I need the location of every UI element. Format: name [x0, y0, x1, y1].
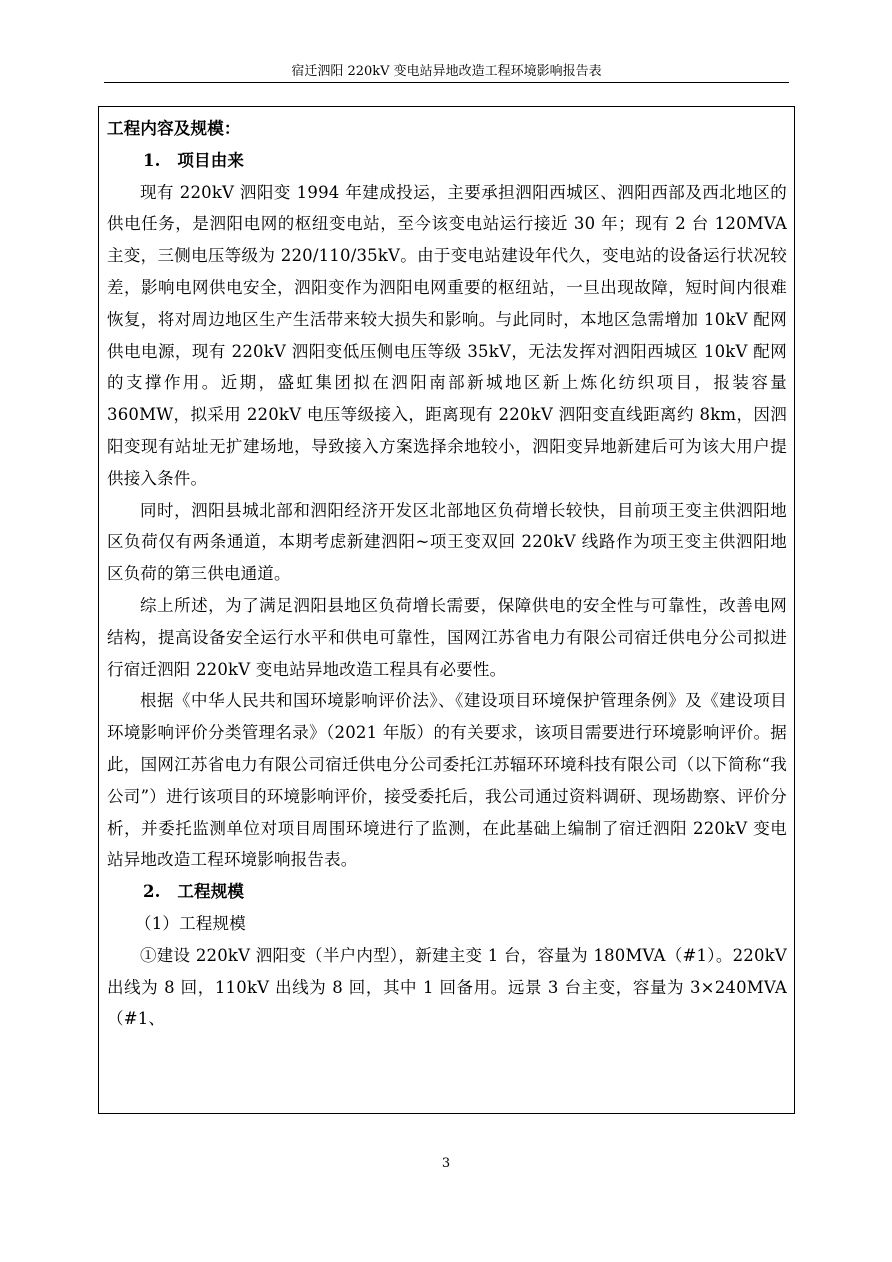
page-header: 宿迁泗阳 220kV 变电站异地改造工程环境影响报告表 [291, 64, 602, 79]
header-rule [104, 82, 789, 83]
section-1-title: 1. 项目由来 [143, 150, 245, 170]
paragraph-load-growth: 同时，泗阳县城北部和泗阳经济开发区北部地区负荷增长较快，目前项王变主供泗阳地区负荷仅有两条通道，本期考虑新建泗阳~项王变双回 220kV 线路作为项王变主供泗阳地区负荷的第三供电通道。 [107, 500, 787, 584]
content-frame [98, 106, 795, 1114]
paragraph-summary: 综上所述，为了满足泗阳县地区负荷增长需要，保障供电的安全性与可靠性，改善电网结构，提高设备安全运行水平和供电可靠性，国网江苏省电力有限公司宿迁供电分公司拟进行宿迁泗阳 220kV 变电站异地改造工程具有必要性。 [107, 595, 787, 679]
page-number: 3 [441, 1156, 451, 1171]
paragraph-regulations: 根据《中华人民共和国环境影响评价法》、《建设项目环境保护管理条例》及《建设项目环境影响评价分类管理名录》（2021 年版）的有关要求，该项目需要进行环境影响评价。据此，国网江苏省电力有限公司宿迁供电分公司委托江苏辐环环境科技有限公司（以下简称“我公司”）进行该项目的环境影响评价，接受委托后，我公司通过资料调研、现场勘察、评价分析，并委托监测单位对项目周围环境进行了监测，在此基础上编制了宿迁泗阳 220kV 变电站异地改造工程环境影响报告表。 [107, 691, 787, 870]
paragraph-item-1: ①建设 220kV 泗阳变（半户内型），新建主变 1 台，容量为 180MVA（#1）。220kV 出线为 8 回，110kV 出线为 8 回，其中 1 回备用。远景 3 台主变，容量为 3×240MVA（#1、 [107, 945, 787, 1029]
subsection-title: （1）工程规模 [135, 913, 246, 933]
section-heading: 工程内容及规模： [107, 119, 241, 138]
paragraph-background: 现有 220kV 泗阳变 1994 年建成投运，主要承担泗阳西城区、泗阳西部及西北地区的供电任务，是泗阳电网的枢纽变电站，至今该变电站运行接近 30 年；现有 2 台 120MVA 主变，三侧电压等级为 220/110/35kV。由于变电站建设年代久，变电站的设备运行状况较差，影响电网供电安全，泗阳变作为泗阳电网重要的枢纽站，一旦出现故障，短时间内很难恢复，将对周边地区生产生活带来较大损失和影响。与此同时，本地区急需增加 10kV 配网供电电源，现有 220kV 泗阳变低压侧电压等级 35kV，无法发挥对泗阳西城区 10kV 配网的支撑作用。近期，盛虹集团拟在泗阳南部新城地区新上炼化纺织项目，报装容量 360MW，拟采用 220kV 电压等级接入，距离现有 220kV 泗阳变直线距离约 8km，因泗阳变现有站址无扩建场地，导致接入方案选择余地较小，泗阳变异地新建后可为该大用户提供接入条件。 [107, 182, 787, 488]
section-2-title: 2. 工程规模 [143, 882, 245, 902]
document-body [107, 113, 787, 1035]
